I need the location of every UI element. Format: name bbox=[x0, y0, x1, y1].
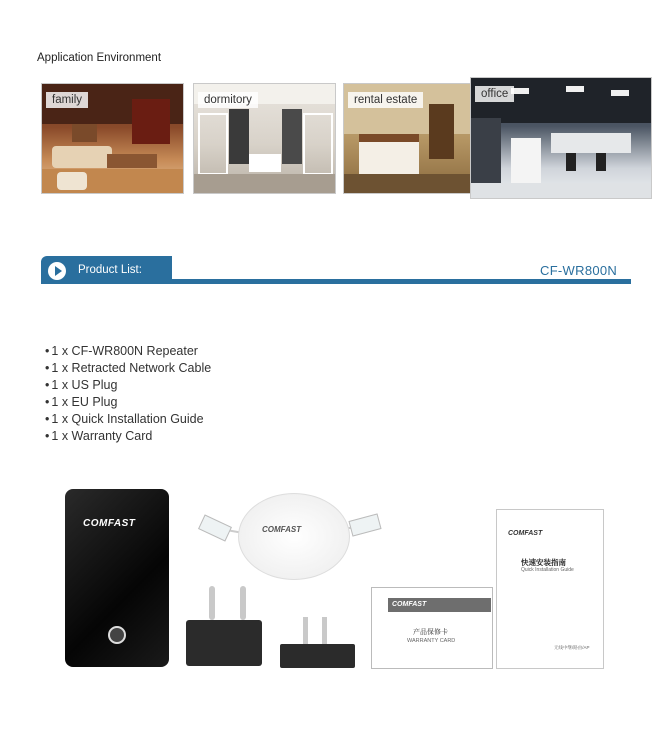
rj45-connector-icon bbox=[198, 514, 232, 541]
environment-image-family bbox=[41, 83, 184, 194]
guide-footer: 无线中继/路由/AP bbox=[554, 645, 590, 650]
eu-plug-pin bbox=[209, 586, 215, 620]
wps-button-icon bbox=[108, 626, 126, 644]
us-plug-pin bbox=[322, 617, 327, 645]
model-label: CF-WR800N bbox=[540, 263, 618, 278]
list-item: • 1 x Quick Installation Guide bbox=[45, 411, 211, 428]
package-list bbox=[45, 343, 211, 445]
play-triangle-icon bbox=[55, 266, 62, 276]
network-cable-reel-image bbox=[238, 493, 350, 580]
list-item: • 1 x CF-WR800N Repeater bbox=[45, 343, 211, 360]
us-plug-pin bbox=[303, 617, 308, 645]
banner-label: Product List: bbox=[78, 264, 142, 276]
guide-title-cn: 快速安装指南 bbox=[521, 558, 566, 567]
list-item: • 1 x Warranty Card bbox=[45, 428, 211, 445]
warranty-logo: COMFAST bbox=[388, 598, 491, 612]
environment-image-dormitory bbox=[193, 83, 336, 194]
environment-image-office bbox=[470, 77, 652, 199]
warranty-title-cn: 产品保修卡 bbox=[413, 629, 448, 636]
device-logo: COMFAST bbox=[83, 518, 136, 529]
environment-label: dormitory bbox=[198, 92, 258, 108]
warranty-title-en: WARRANTY CARD bbox=[407, 638, 456, 644]
guide-title-en: Quick Installation Guide bbox=[521, 567, 574, 573]
list-item: • 1 x US Plug bbox=[45, 377, 211, 394]
environment-label: office bbox=[475, 86, 514, 102]
environment-label: rental estate bbox=[348, 92, 423, 108]
environment-image-rental-estate bbox=[343, 83, 471, 194]
section-title: Application Environment bbox=[37, 52, 162, 64]
rj45-connector-icon bbox=[348, 513, 381, 536]
guide-logo: COMFAST bbox=[508, 530, 543, 537]
list-item: • 1 x EU Plug bbox=[45, 394, 211, 411]
cable-logo: COMFAST bbox=[262, 525, 302, 534]
list-item: • 1 x Retracted Network Cable bbox=[45, 360, 211, 377]
eu-plug-pin bbox=[240, 586, 246, 620]
environment-label: family bbox=[46, 92, 88, 108]
us-plug-image bbox=[280, 644, 355, 668]
eu-plug-image bbox=[186, 620, 262, 666]
